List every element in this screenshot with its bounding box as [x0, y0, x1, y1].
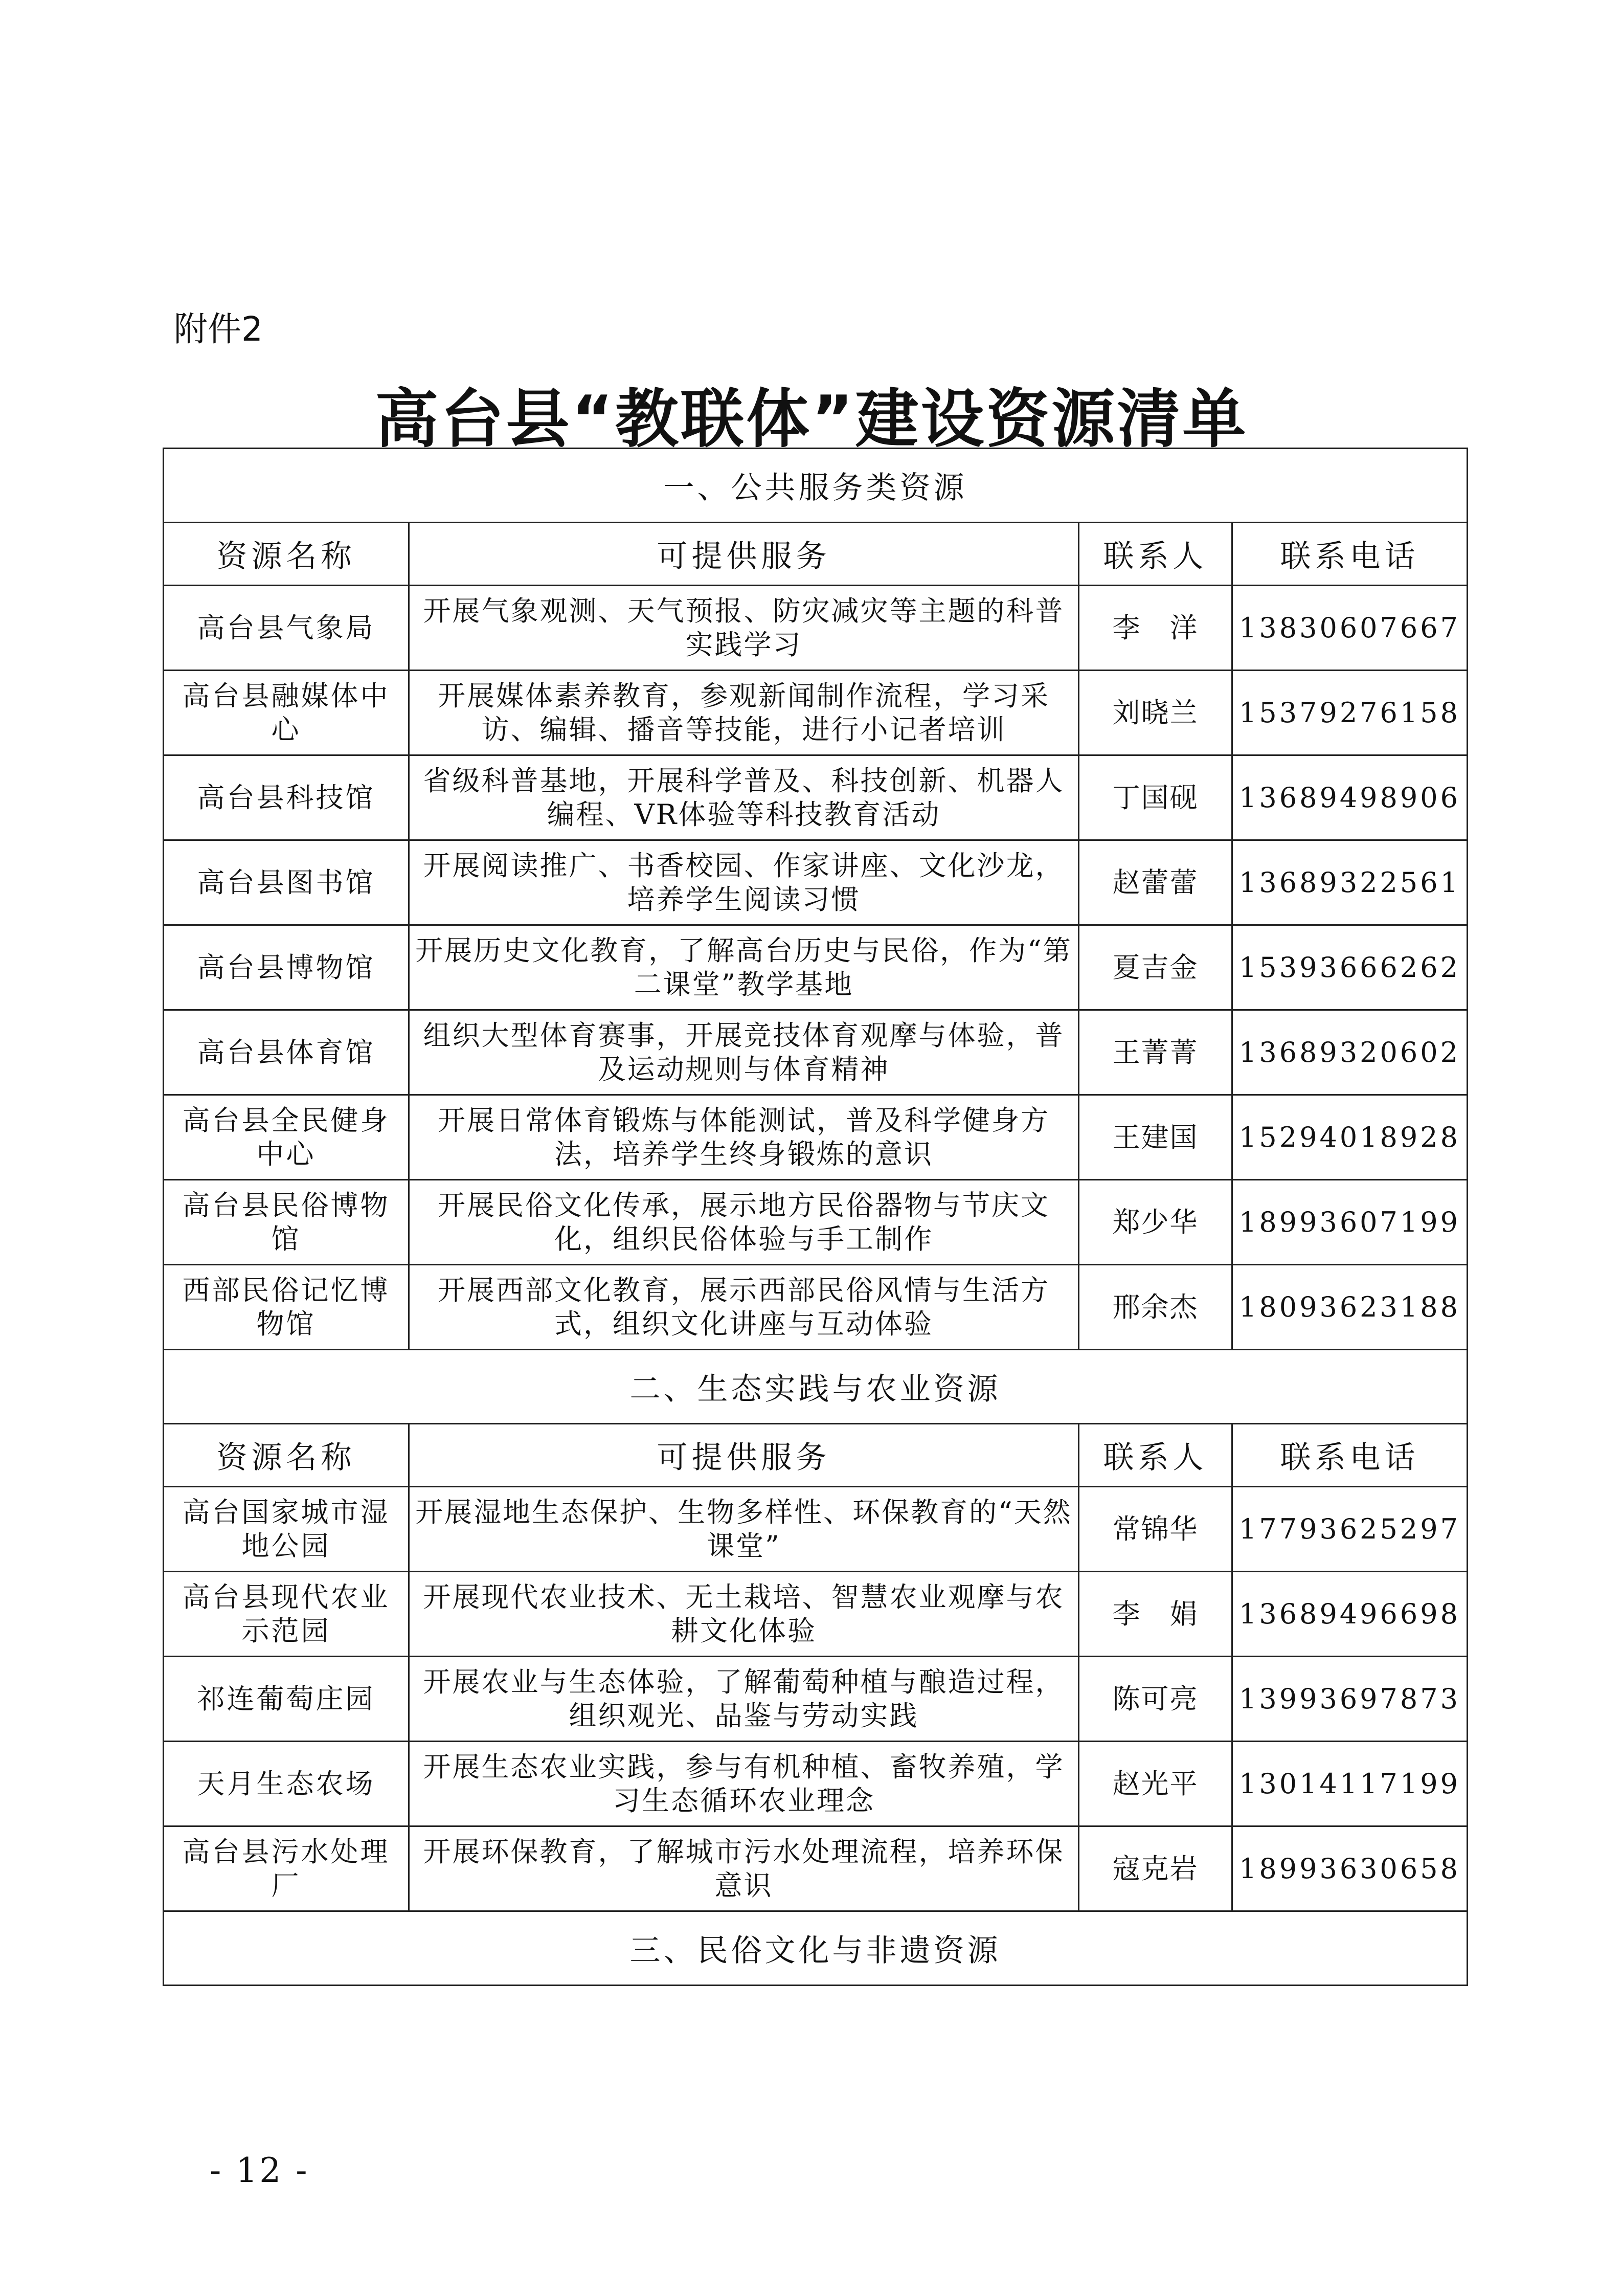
contact-phone-cell: 15379276158 — [1232, 671, 1468, 755]
contact-phone-cell: 17793625297 — [1232, 1487, 1468, 1572]
resource-name-cell: 天月生态农场 — [164, 1742, 409, 1826]
column-header-row — [164, 523, 1468, 586]
header-contact-person: 联系人 — [1079, 523, 1232, 586]
contact-phone-cell: 13689498906 — [1232, 755, 1468, 840]
document-title: 高台县“教联体”建设资源清单 — [375, 383, 1248, 456]
page-number: - 12 - — [210, 2151, 309, 2190]
table-row — [164, 1180, 1468, 1265]
table-row — [164, 1742, 1468, 1826]
service-cell: 开展农业与生态体验，了解葡萄种植与酿造过程，组织观光、品鉴与劳动实践 — [409, 1657, 1079, 1742]
contact-phone-cell: 18993607199 — [1232, 1180, 1468, 1265]
contact-phone-cell: 13830607667 — [1232, 586, 1468, 671]
contact-person-cell: 赵蕾蕾 — [1079, 840, 1232, 925]
column-header-row — [164, 1424, 1468, 1487]
resource-name-cell: 高台县现代农业示范园 — [164, 1572, 409, 1657]
resource-name-cell: 高台国家城市湿地公园 — [164, 1487, 409, 1572]
contact-person-cell: 夏吉金 — [1079, 925, 1232, 1010]
contact-person-cell: 陈可亮 — [1079, 1657, 1232, 1742]
contact-phone-cell: 13993697873 — [1232, 1657, 1468, 1742]
service-cell: 开展环保教育，了解城市污水处理流程，培养环保意识 — [409, 1826, 1079, 1911]
table-row — [164, 586, 1468, 671]
table-row — [164, 1095, 1468, 1180]
header-resource-name: 资源名称 — [164, 1424, 409, 1487]
resource-name-cell: 高台县科技馆 — [164, 755, 409, 840]
service-cell: 开展气象观测、天气预报、防灾减灾等主题的科普实践学习 — [409, 586, 1079, 671]
resource-name-cell: 高台县污水处理厂 — [164, 1826, 409, 1911]
header-contact-phone: 联系电话 — [1232, 523, 1468, 586]
service-cell: 开展西部文化教育，展示西部民俗风情与生活方式，组织文化讲座与互动体验 — [409, 1265, 1079, 1350]
resource-name-cell: 高台县民俗博物馆 — [164, 1180, 409, 1265]
section-heading: 一、公共服务类资源 — [164, 449, 1468, 523]
resource-name-cell: 祁连葡萄庄园 — [164, 1657, 409, 1742]
contact-person-cell: 刘晓兰 — [1079, 671, 1232, 755]
contact-person-cell: 赵光平 — [1079, 1742, 1232, 1826]
contact-phone-cell: 13689322561 — [1232, 840, 1468, 925]
contact-phone-cell: 13689496698 — [1232, 1572, 1468, 1657]
contact-person-cell: 李 娟 — [1079, 1572, 1232, 1657]
resource-table — [163, 448, 1468, 1986]
table-row — [164, 1572, 1468, 1657]
service-cell: 开展湿地生态保护、生物多样性、环保教育的“天然课堂” — [409, 1487, 1079, 1572]
contact-person-cell: 王菁菁 — [1079, 1010, 1232, 1095]
header-service: 可提供服务 — [409, 1424, 1079, 1487]
contact-phone-cell: 15294018928 — [1232, 1095, 1468, 1180]
header-resource-name: 资源名称 — [164, 523, 409, 586]
section-heading-row — [164, 1350, 1468, 1424]
resource-name-cell: 高台县博物馆 — [164, 925, 409, 1010]
resource-table-body — [164, 449, 1468, 1986]
header-service: 可提供服务 — [409, 523, 1079, 586]
service-cell: 开展民俗文化传承，展示地方民俗器物与节庆文化，组织民俗体验与手工制作 — [409, 1180, 1079, 1265]
contact-person-cell: 李 洋 — [1079, 586, 1232, 671]
table-row — [164, 1657, 1468, 1742]
table-row — [164, 1826, 1468, 1911]
section-heading-row — [164, 449, 1468, 523]
section-heading-row — [164, 1911, 1468, 1986]
table-row — [164, 1487, 1468, 1572]
contact-person-cell: 邢余杰 — [1079, 1265, 1232, 1350]
table-row — [164, 755, 1468, 840]
resource-name-cell: 高台县全民健身中心 — [164, 1095, 409, 1180]
service-cell: 开展阅读推广、书香校园、作家讲座、文化沙龙，培养学生阅读习惯 — [409, 840, 1079, 925]
table-row — [164, 671, 1468, 755]
contact-person-cell: 王建国 — [1079, 1095, 1232, 1180]
resource-name-cell: 高台县气象局 — [164, 586, 409, 671]
resource-name-cell: 高台县体育馆 — [164, 1010, 409, 1095]
service-cell: 开展日常体育锻炼与体能测试，普及科学健身方法，培养学生终身锻炼的意识 — [409, 1095, 1079, 1180]
section-heading: 三、民俗文化与非遗资源 — [164, 1911, 1468, 1986]
table-row — [164, 925, 1468, 1010]
service-cell: 开展生态农业实践，参与有机种植、畜牧养殖，学习生态循环农业理念 — [409, 1742, 1079, 1826]
table-row — [164, 1010, 1468, 1095]
service-cell: 开展历史文化教育，了解高台历史与民俗，作为“第二课堂”教学基地 — [409, 925, 1079, 1010]
service-cell: 开展现代农业技术、无土栽培、智慧农业观摩与农耕文化体验 — [409, 1572, 1079, 1657]
service-cell: 省级科普基地，开展科学普及、科技创新、机器人编程、VR体验等科技教育活动 — [409, 755, 1079, 840]
contact-phone-cell: 18993630658 — [1232, 1826, 1468, 1911]
contact-phone-cell: 15393666262 — [1232, 925, 1468, 1010]
table-row — [164, 840, 1468, 925]
contact-person-cell: 郑少华 — [1079, 1180, 1232, 1265]
contact-phone-cell: 13014117199 — [1232, 1742, 1468, 1826]
resource-name-cell: 高台县图书馆 — [164, 840, 409, 925]
table-row — [164, 1265, 1468, 1350]
resource-name-cell: 高台县融媒体中心 — [164, 671, 409, 755]
contact-phone-cell: 13689320602 — [1232, 1010, 1468, 1095]
contact-person-cell: 常锦华 — [1079, 1487, 1232, 1572]
service-cell: 组织大型体育赛事，开展竞技体育观摩与体验，普及运动规则与体育精神 — [409, 1010, 1079, 1095]
attachment-label: 附件2 — [174, 309, 263, 349]
section-heading: 二、生态实践与农业资源 — [164, 1350, 1468, 1424]
contact-phone-cell: 18093623188 — [1232, 1265, 1468, 1350]
header-contact-person: 联系人 — [1079, 1424, 1232, 1487]
contact-person-cell: 丁国砚 — [1079, 755, 1232, 840]
contact-person-cell: 寇克岩 — [1079, 1826, 1232, 1911]
resource-name-cell: 西部民俗记忆博物馆 — [164, 1265, 409, 1350]
service-cell: 开展媒体素养教育，参观新闻制作流程，学习采访、编辑、播音等技能，进行小记者培训 — [409, 671, 1079, 755]
header-contact-phone: 联系电话 — [1232, 1424, 1468, 1487]
